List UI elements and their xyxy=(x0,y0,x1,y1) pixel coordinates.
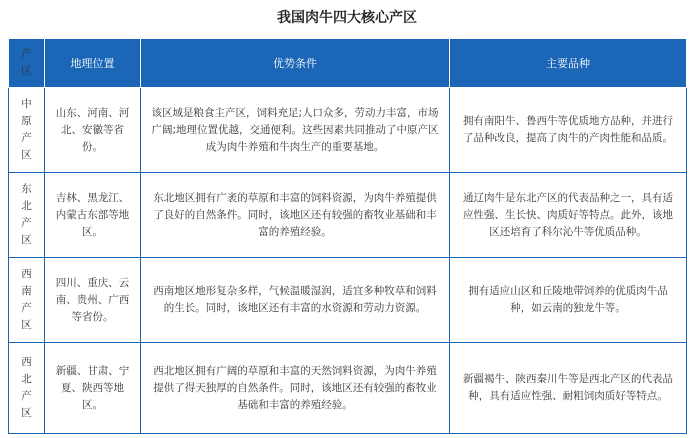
region-cell xyxy=(9,173,45,258)
location-text: 山东、河南、河北、安徽等省份。 xyxy=(55,106,130,153)
table-row xyxy=(9,258,687,343)
header-advantages: 优势条件 xyxy=(141,39,450,88)
region-name: 东北产区 xyxy=(21,183,32,246)
location-cell xyxy=(45,173,141,258)
advantages-text: 东北地区拥有广袤的草原和丰富的饲料资源，为肉牛养殖提供了良好的自然条件。同时，该地区还有较强的畜牧业基础和丰富的养殖经验。 xyxy=(153,191,437,238)
advantages-cell xyxy=(141,173,450,258)
header-breeds: 主要品种 xyxy=(450,39,687,88)
breeds-text: 拥有南阳牛、鲁西牛等优质地方品种，并进行了品种改良，提高了肉牛的产肉性能和品质。 xyxy=(463,115,673,144)
breeds-text: 新疆褐牛、陕西秦川牛等是西北产区的代表品种，具有适应性强、耐粗饲肉质好等特点。 xyxy=(463,373,673,402)
header-row xyxy=(9,39,687,88)
breeds-text: 拥有适应山区和丘陵地带饲养的优质肉牛品种，如云南的独龙牛等。 xyxy=(468,285,668,314)
breeds-cell xyxy=(450,258,687,343)
header-location: 地理位置 xyxy=(45,39,141,88)
header-region xyxy=(9,39,45,88)
header-region-label: 产区 xyxy=(21,48,32,77)
region-name: 西南产区 xyxy=(21,268,32,331)
breeds-cell xyxy=(450,88,687,173)
breeds-cell xyxy=(450,173,687,258)
table-body xyxy=(9,88,687,434)
core-regions-table xyxy=(8,38,687,434)
location-cell xyxy=(45,88,141,173)
location-text: 吉林、黑龙江、内蒙古东部等地区。 xyxy=(55,191,130,238)
advantages-text: 西南地区地形复杂多样，气候温暖湿润，适宜多种牧草和饲料的生长。同时，该地区还有丰富的水资源和劳动力资源。 xyxy=(153,285,437,314)
table-row xyxy=(9,173,687,258)
table-row xyxy=(9,343,687,434)
location-text: 四川、重庆、云南、贵州、广西等省份。 xyxy=(55,276,130,323)
location-cell xyxy=(45,343,141,434)
region-name: 中原产区 xyxy=(21,98,32,161)
region-cell xyxy=(9,88,45,173)
table-row xyxy=(9,88,687,173)
table-header xyxy=(9,39,687,88)
region-cell xyxy=(9,258,45,343)
breeds-text: 通辽肉牛是东北产区的代表品种之一，具有适应性强、生长快、肉质好等特点。此外，该地区还培育了科尔沁牛等优质品种。 xyxy=(463,191,673,238)
advantages-text: 西北地区拥有广阔的草原和丰富的天然饲料资源，为肉牛养殖提供了得天独厚的自然条件。同时，该地区还有较强的畜牧业基础和丰富的养殖经验。 xyxy=(153,364,437,411)
breeds-cell xyxy=(450,343,687,434)
location-cell xyxy=(45,258,141,343)
advantages-cell xyxy=(141,88,450,173)
region-cell xyxy=(9,343,45,434)
document-title: 我国肉牛四大核心产区 xyxy=(277,10,417,26)
location-text: 新疆、甘肃、宁夏、陕西等地区。 xyxy=(55,364,130,411)
advantages-cell xyxy=(141,343,450,434)
region-name: 西北产区 xyxy=(21,356,32,419)
advantages-text: 该区域是粮食主产区，饲料充足;人口众多，劳动力丰富，市场广阔;地理位置优越，交通便利。这些因素共同推动了中原产区成为肉牛养殖和牛肉生产的重要基地。 xyxy=(151,106,439,153)
advantages-cell xyxy=(141,258,450,343)
